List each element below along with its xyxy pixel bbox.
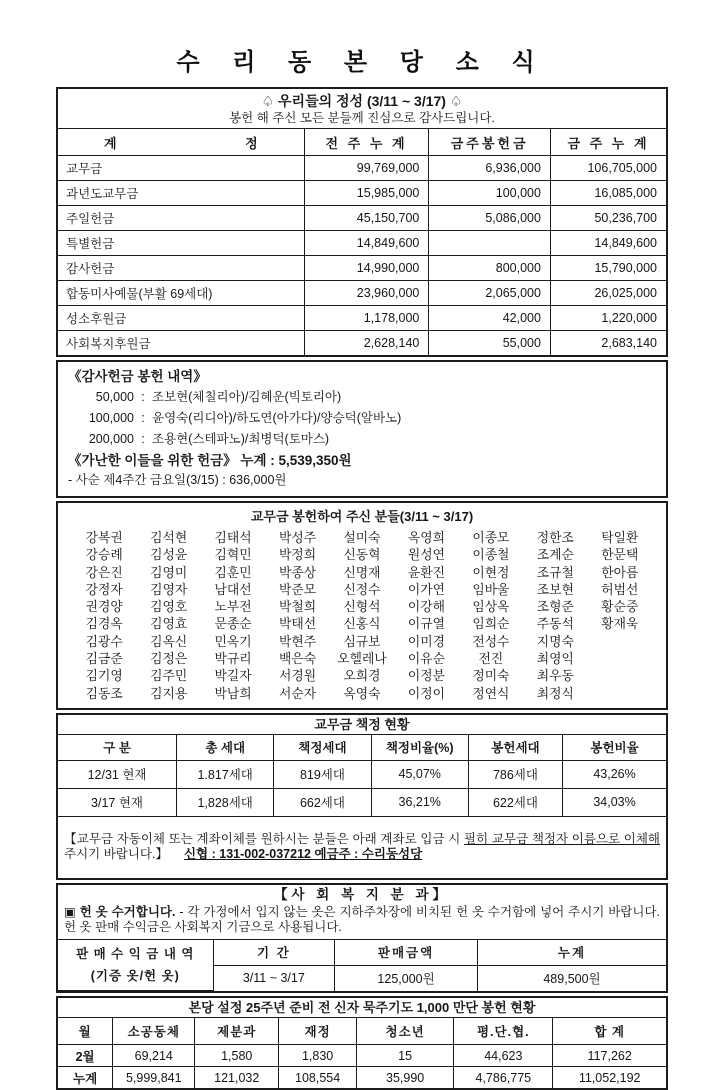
- sales-amount: 125,000원: [335, 965, 478, 991]
- donor-name: 박준모: [279, 581, 317, 597]
- donor-name: 박길자: [214, 668, 252, 684]
- sales-table: [58, 939, 666, 992]
- donor-name: 전성수: [472, 633, 510, 649]
- assessment-col-header: 봉헌비율: [563, 735, 666, 761]
- donor-name: 윤환진: [407, 564, 445, 580]
- donor-name: 신홍식: [343, 616, 381, 632]
- donor-name: 옥영숙: [343, 685, 381, 701]
- sales-header-row: [58, 939, 666, 965]
- donor-name: 황순중: [601, 599, 639, 615]
- account-name: 사회복지후원금: [58, 331, 304, 356]
- amount-cell: 23,960,000: [304, 281, 429, 306]
- donor-name: 노부전: [214, 599, 252, 615]
- rosary-cell: 1,830: [279, 1045, 357, 1067]
- assessment-row: [58, 760, 666, 788]
- rosary-cell: 5,999,841: [113, 1067, 195, 1089]
- donor-name: 박정희: [279, 547, 317, 563]
- thanksgiving-colon: :: [141, 390, 145, 404]
- thanksgiving-names: 조용현(스테파노)/최병덕(토마스): [152, 432, 330, 446]
- donor-name: 오헬레나: [337, 651, 387, 667]
- offering-col-header: 금주봉헌금: [429, 129, 551, 156]
- rosary-cell: 44,623: [454, 1045, 553, 1067]
- note-segment: 주시기 바랍니다.】: [64, 846, 168, 861]
- donor-name: 강정자: [85, 581, 123, 597]
- amount-cell: 14,849,600: [304, 231, 429, 256]
- donor-name: 박현주: [279, 633, 317, 649]
- thanksgiving-line: [68, 387, 656, 408]
- donor-name: 설미숙: [343, 530, 381, 545]
- rosary-col-header: 합 계: [553, 1018, 666, 1045]
- donor-name: 정한조: [536, 530, 574, 545]
- assessment-cell: 662세대: [274, 788, 371, 816]
- donor-name: 원성연: [407, 547, 445, 563]
- donor-name: 김혁민: [214, 547, 252, 563]
- donor-name: 이종철: [472, 547, 510, 563]
- amount-cell: 1,178,000: [304, 306, 429, 331]
- thanksgiving-line: [68, 429, 656, 450]
- offering-row: [58, 281, 666, 306]
- rosary-cell: 누계: [58, 1067, 113, 1089]
- donor-name: 강승례: [85, 547, 123, 563]
- donor-name: 조계순: [536, 547, 574, 563]
- donor-name: 문종순: [214, 616, 252, 632]
- donor-name: 전진: [478, 651, 504, 667]
- account-name: 교무금: [58, 156, 304, 181]
- amount-cell: 6,936,000: [429, 156, 551, 181]
- thanksgiving-amount: 50,000: [95, 390, 134, 404]
- assessment-row: [58, 788, 666, 816]
- assessment-cell: 12/31 현재: [58, 760, 177, 788]
- account-name: 특별헌금: [58, 231, 304, 256]
- offering-row: [58, 231, 666, 256]
- donors-title: 교무금 봉헌하여 주신 분들(3/11 ~ 3/17): [250, 509, 474, 524]
- amount-cell: 45,150,700: [304, 206, 429, 231]
- welfare-title: 【사 회 복 지 분 과】: [274, 886, 450, 902]
- assessment-col-header: 봉헌세대: [468, 735, 562, 761]
- donor-name: 한아름: [601, 564, 639, 580]
- donor-name: 권경양: [85, 599, 123, 615]
- rosary-cell: 108,554: [279, 1067, 357, 1089]
- rosary-col-header: 제분과: [195, 1018, 279, 1045]
- amount-cell: 2,628,140: [304, 331, 429, 356]
- donor-name: 박규리: [214, 651, 252, 667]
- note-segment: 신협 : 131-002-037212 예금주 : 수리동성당: [183, 846, 423, 861]
- rosary-cell: 117,262: [553, 1045, 666, 1067]
- assessment-col-header: 구 분: [58, 735, 177, 761]
- donor-name: 김경옥: [85, 616, 123, 632]
- donor-name: 이현정: [472, 564, 510, 580]
- offering-table-header: [58, 129, 666, 156]
- thanksgiving-names: 조보현(체칠리아)/김혜운(빅토리아): [152, 390, 342, 404]
- donor-name: 남대선: [214, 581, 252, 597]
- donor-name: 최정식: [536, 685, 574, 701]
- donor-name: 김석현: [150, 530, 188, 545]
- donor-name: 임희순: [472, 616, 510, 632]
- rosary-cell: 121,032: [195, 1067, 279, 1089]
- thanksgiving-names: 윤영숙(리디아)/하도연(아가다)/양승덕(알바노): [152, 411, 402, 425]
- donor-name: 정미숙: [472, 668, 510, 684]
- assessment-cell: 36,21%: [371, 788, 468, 816]
- rosary-row: [58, 1067, 666, 1089]
- assessment-cell: 1,828세대: [177, 788, 274, 816]
- rosary-cell: 35,990: [357, 1067, 454, 1089]
- offering-row: [58, 181, 666, 206]
- assessment-table-header: [58, 735, 666, 761]
- donor-name: 박철희: [279, 599, 317, 615]
- note-segment: 【교무금 자동이체 또는 계좌이체를 원하시는 분들은 아래 계좌로 입금 시: [64, 832, 465, 847]
- offering-col-header: 계 정: [58, 129, 304, 156]
- donor-name: 오희경: [343, 668, 381, 684]
- donor-name: 이가연: [407, 581, 445, 597]
- content-wrap: [56, 87, 668, 1090]
- donor-name: 김광수: [85, 633, 123, 649]
- amount-cell: 100,000: [429, 181, 551, 206]
- donor-name: 이유순: [407, 651, 445, 667]
- sales-total: 489,500원: [478, 965, 667, 991]
- offering-header: [58, 89, 666, 129]
- donor-name: 이미경: [407, 633, 445, 649]
- donor-name: 조보현: [536, 581, 574, 597]
- amount-cell: [429, 231, 551, 256]
- donor-name: 김정은: [150, 651, 188, 667]
- thanksgiving-section: [56, 360, 668, 498]
- donor-name: 김훈민: [214, 564, 252, 580]
- amount-cell: 14,849,600: [550, 231, 666, 256]
- assessment-title: 교무금 책정 현황: [58, 715, 666, 735]
- assessment-table: [58, 735, 666, 817]
- amount-cell: 1,220,000: [550, 306, 666, 331]
- poor-fund-detail: - 사순 제4주간 금요일(3/15) : 636,000원: [68, 473, 287, 487]
- donor-name: 백은숙: [279, 651, 317, 667]
- sales-col-amount: 판매금액: [335, 939, 478, 965]
- note-segment: 필히 교무금 책정자 이름으로 이체해: [464, 832, 660, 847]
- donor-name: 김영미: [150, 564, 188, 580]
- amount-cell: 15,790,000: [550, 256, 666, 281]
- donor-name: 김금준: [85, 651, 123, 667]
- assessment-col-header: 책정세대: [274, 735, 371, 761]
- amount-cell: 26,025,000: [550, 281, 666, 306]
- amount-cell: 2,065,000: [429, 281, 551, 306]
- amount-cell: 15,985,000: [304, 181, 429, 206]
- donor-name: [588, 667, 652, 684]
- donor-name: 조규철: [536, 564, 574, 580]
- donor-name: 주동석: [536, 616, 574, 632]
- offering-row: [58, 256, 666, 281]
- donors-name-grid: [72, 529, 652, 702]
- amount-cell: 50,236,700: [550, 206, 666, 231]
- assessment-cell: 3/17 현재: [58, 788, 177, 816]
- donor-name: 신형석: [343, 599, 381, 615]
- rosary-cell: 4,786,775: [454, 1067, 553, 1089]
- sales-label-line1: 판 매 수 익 금 내 역: [76, 947, 195, 962]
- offering-section: [56, 87, 668, 357]
- assessment-cell: 34,03%: [563, 788, 666, 816]
- rosary-title: 본당 설정 25주년 준비 전 신자 묵주기도 1,000 만단 봉헌 현황: [58, 998, 666, 1018]
- thanksgiving-amount: 200,000: [88, 432, 134, 446]
- rosary-cell: 1,580: [195, 1045, 279, 1067]
- thanksgiving-lines: [68, 387, 656, 450]
- account-name: 합동미사예물(부활 69세대): [58, 281, 304, 306]
- rosary-col-header: 월: [58, 1018, 113, 1045]
- donor-name: 심규보: [343, 633, 381, 649]
- amount-cell: 2,683,140: [550, 331, 666, 356]
- donor-name: [588, 650, 652, 667]
- donor-name: 김영호: [150, 599, 188, 615]
- assessment-cell: 786세대: [468, 760, 562, 788]
- welfare-notice: [58, 904, 666, 939]
- donor-name: 서경원: [279, 668, 317, 684]
- rosary-col-header: 평.단.협.: [454, 1018, 553, 1045]
- thanksgiving-colon: :: [141, 411, 145, 425]
- offering-row: [58, 331, 666, 356]
- amount-cell: 5,086,000: [429, 206, 551, 231]
- donor-name: 이정분: [407, 668, 445, 684]
- account-name: 과년도교무금: [58, 181, 304, 206]
- donor-name: 김동조: [85, 685, 123, 701]
- donor-name: 김지용: [150, 685, 188, 701]
- rosary-cell: 15: [357, 1045, 454, 1067]
- assessment-col-header: 책정비율(%): [371, 735, 468, 761]
- donor-name: 이강해: [407, 599, 445, 615]
- page-title: 수 리 동 본 당 소 식: [176, 49, 548, 76]
- donor-name: 이정이: [407, 685, 445, 701]
- rosary-table: [58, 1018, 666, 1088]
- sales-row-label: [58, 939, 213, 991]
- donor-name: 옥영희: [407, 530, 445, 545]
- donor-name: 민옥기: [214, 633, 252, 649]
- donor-name: 박남희: [214, 685, 252, 701]
- rosary-col-header: 재정: [279, 1018, 357, 1045]
- sales-label-line2: (기증 옷/헌 옷): [90, 969, 180, 984]
- donor-name: 신명재: [343, 564, 381, 580]
- rosary-row: [58, 1045, 666, 1067]
- account-name: 주일헌금: [58, 206, 304, 231]
- offering-row: [58, 156, 666, 181]
- donor-name: [588, 685, 652, 702]
- rosary-section: [56, 996, 668, 1090]
- donor-name: 김주민: [150, 668, 188, 684]
- account-name: 성소후원금: [58, 306, 304, 331]
- donor-name: 이종모: [472, 530, 510, 545]
- welfare-section: [56, 883, 668, 994]
- donor-name: 한문택: [601, 547, 639, 563]
- donor-name: 최우동: [536, 668, 574, 684]
- donor-name: [588, 633, 652, 650]
- donor-name: 임바울: [472, 581, 510, 597]
- donor-name: 김태석: [214, 530, 252, 545]
- thanksgiving-colon: :: [141, 432, 145, 446]
- offering-col-header: 금 주 누 계: [550, 129, 666, 156]
- rosary-cell: 69,214: [113, 1045, 195, 1067]
- poor-fund-title: 《가난한 이들을 위한 헌금》 누계 : 5,539,350원: [68, 453, 352, 468]
- donor-name: 임상옥: [472, 599, 510, 615]
- donor-name: 최영익: [536, 651, 574, 667]
- rosary-cell: 11,052,192: [553, 1067, 666, 1089]
- account-name: 감사헌금: [58, 256, 304, 281]
- offering-col-header: 전 주 누 계: [304, 129, 429, 156]
- assessment-cell: 45,07%: [371, 760, 468, 788]
- donor-name: 박태선: [279, 616, 317, 632]
- assessment-cell: 43,26%: [563, 760, 666, 788]
- donor-name: 강복권: [85, 530, 123, 545]
- assessment-col-header: 총 세대: [177, 735, 274, 761]
- donor-name: 김옥신: [150, 633, 188, 649]
- rosary-cell: 2월: [58, 1045, 113, 1067]
- donors-section: [56, 501, 668, 710]
- donor-name: 강은진: [85, 564, 123, 580]
- amount-cell: 106,705,000: [550, 156, 666, 181]
- welfare-notice-body: - 각 가정에서 입지 않는 옷은 지하주차장에 비치된 헌 옷 수거함에 넣어 주시기 바랍니다. 헌 옷 판매 수익금은 사회복지 기금으로 사용됩니다.: [64, 904, 660, 935]
- amount-cell: 800,000: [429, 256, 551, 281]
- assessment-section: [56, 713, 668, 880]
- donor-name: 김성윤: [150, 547, 188, 563]
- offering-row: [58, 206, 666, 231]
- thanksgiving-title: 《감사헌금 봉헌 내역》: [68, 369, 207, 384]
- offering-subtitle: 봉헌 해 주신 모든 분들께 진심으로 감사드립니다.: [229, 111, 495, 125]
- donor-name: 김기영: [85, 668, 123, 684]
- assessment-cell: 1.817세대: [177, 760, 274, 788]
- offering-title: ♤ 우리들의 정성 (3/11 ~ 3/17) ♤: [261, 93, 463, 109]
- rosary-col-header: 청소년: [357, 1018, 454, 1045]
- rosary-col-header: 소공동체: [113, 1018, 195, 1045]
- sales-period: 3/11 ~ 3/17: [213, 965, 335, 991]
- donor-name: 허범선: [601, 581, 639, 597]
- donor-name: 탁일환: [601, 530, 639, 545]
- donor-name: 박성주: [279, 530, 317, 545]
- thanksgiving-amount: 100,000: [88, 411, 134, 425]
- amount-cell: 14,990,000: [304, 256, 429, 281]
- amount-cell: 99,769,000: [304, 156, 429, 181]
- offering-table: [58, 129, 666, 355]
- donor-name: 김영효: [150, 616, 188, 632]
- donor-name: 정연식: [472, 685, 510, 701]
- donor-name: 김영자: [150, 581, 188, 597]
- donor-name: 황재욱: [601, 616, 639, 632]
- amount-cell: 42,000: [429, 306, 551, 331]
- donor-name: 지명숙: [536, 633, 574, 649]
- thanksgiving-line: [68, 408, 656, 429]
- offering-row: [58, 306, 666, 331]
- amount-cell: 55,000: [429, 331, 551, 356]
- sales-col-total: 누계: [478, 939, 667, 965]
- donor-name: 조형준: [536, 599, 574, 615]
- sales-col-period: 기 간: [213, 939, 335, 965]
- welfare-notice-lead: ▣ 헌 옷 수거합니다.: [64, 904, 176, 919]
- donor-name: 박종상: [279, 564, 317, 580]
- donor-name: 신동혁: [343, 547, 381, 563]
- assessment-cell: 819세대: [274, 760, 371, 788]
- donor-name: 이규열: [407, 616, 445, 632]
- assessment-cell: 622세대: [468, 788, 562, 816]
- amount-cell: 16,085,000: [550, 181, 666, 206]
- rosary-table-header: [58, 1018, 666, 1045]
- transfer-note: [58, 829, 666, 865]
- donor-name: 신정수: [343, 581, 381, 597]
- donor-name: 서순자: [279, 685, 317, 701]
